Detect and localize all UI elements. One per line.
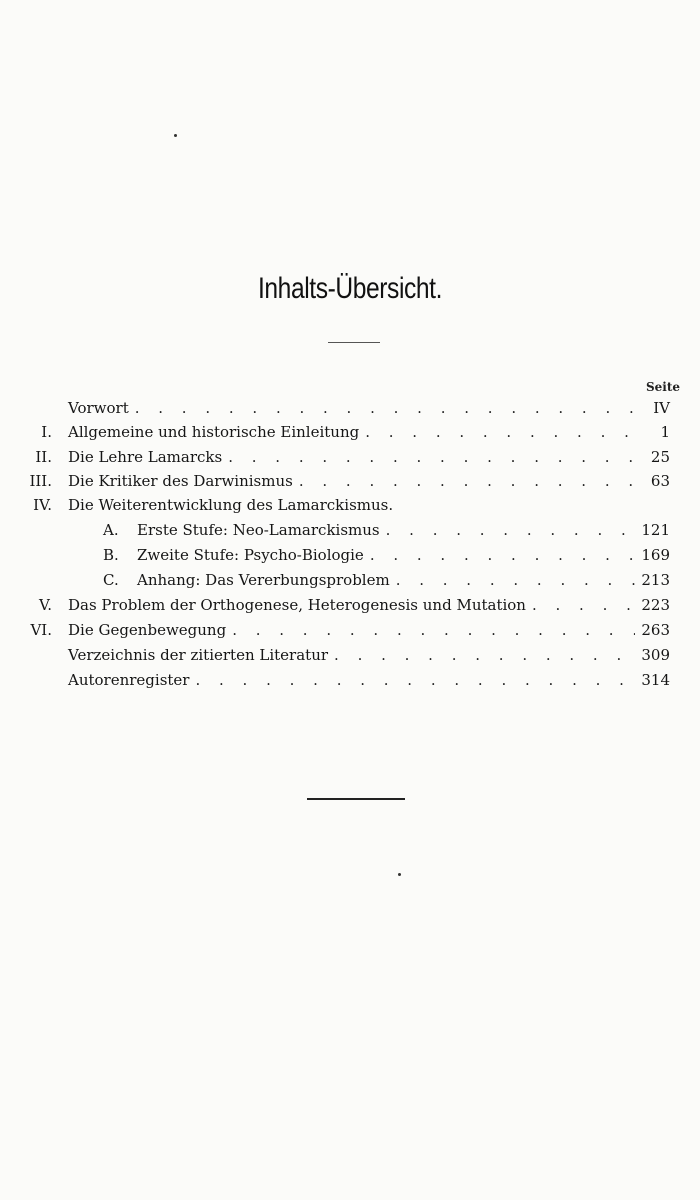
- toc-subentry-letter: B.: [103, 546, 119, 564]
- toc-entry-label: Die Kritiker des Darwinismus: [68, 472, 293, 490]
- toc-subentry-letter: C.: [103, 571, 119, 589]
- toc-entry-page: 263: [641, 621, 670, 639]
- toc-entry: [0, 420, 700, 444]
- dot-leader: [195, 668, 635, 692]
- toc-entry-label: Die Gegenbewegung: [68, 621, 227, 639]
- toc-entry-number: IV.: [33, 496, 52, 514]
- toc-entry-page: 213: [641, 571, 670, 589]
- toc-entry-line: [68, 643, 670, 667]
- toc-entry-label: Vorwort: [68, 399, 129, 417]
- dot-leader: [532, 593, 635, 617]
- toc-entry-label: Verzeichnis der zitierten Literatur: [68, 646, 329, 664]
- toc-entry-page: 309: [641, 646, 670, 664]
- toc-entry-page: 223: [641, 596, 670, 614]
- toc-entry-page: 314: [641, 671, 670, 689]
- toc-entry-line: [68, 593, 670, 617]
- dot-leader: [370, 543, 636, 567]
- page-title: Inhalts-Übersicht.: [257, 272, 443, 305]
- toc-entry: [0, 493, 700, 517]
- toc-entry-line: [68, 445, 670, 469]
- toc-entry: [0, 593, 700, 617]
- toc-entry-line: [103, 543, 670, 567]
- toc-entry: [0, 643, 700, 667]
- toc-entry-label: Autorenregister: [68, 671, 190, 689]
- toc-entry-number: V.: [39, 596, 52, 614]
- toc-entry-line: [68, 396, 670, 420]
- toc-entry-line: [103, 568, 670, 592]
- toc-entry: [0, 445, 700, 469]
- toc-entry-number: III.: [29, 472, 52, 490]
- dot-leader: [299, 469, 636, 493]
- toc-entry-number: II.: [35, 448, 52, 466]
- toc-entry-page: 25: [650, 448, 670, 466]
- toc-entry-label: Zweite Stufe: Psycho-Biologie: [137, 546, 364, 564]
- dot-leader: [135, 396, 636, 420]
- toc-entry-page: 63: [650, 472, 670, 490]
- toc-entry-line: [68, 493, 670, 517]
- toc-subentry: [0, 518, 700, 542]
- toc-entry-label: Die Lehre Lamarcks: [68, 448, 223, 466]
- toc-entry-line: [68, 668, 670, 692]
- toc-entry-number: VI.: [30, 621, 52, 639]
- toc-subentry: [0, 543, 700, 567]
- toc-entry: [0, 396, 700, 420]
- toc-entry-line: [103, 518, 670, 542]
- toc-entry-label: Anhang: Das Vererbungsproblem: [137, 571, 390, 589]
- toc-entry: [0, 618, 700, 642]
- toc-entry: [0, 668, 700, 692]
- toc-entry-page: IV: [653, 399, 670, 417]
- toc-entry-label: Die Weiterentwicklung des Lamarckismus.: [68, 496, 394, 514]
- toc-entry-label: Erste Stufe: Neo-Lamarckismus: [137, 521, 380, 539]
- toc-entry-page: 1: [660, 423, 670, 441]
- dot-leader: [232, 618, 635, 642]
- page-column-header: Seite: [645, 380, 680, 394]
- toc-entry-number: I.: [41, 423, 52, 441]
- toc-entry: [0, 469, 700, 493]
- toc-entry-line: [68, 420, 670, 444]
- toc-subentry-letter: A.: [103, 521, 119, 539]
- dot-leader: [228, 445, 636, 469]
- toc-entry-page: 169: [641, 546, 670, 564]
- dot-leader: [365, 420, 636, 444]
- toc-entry-label: Das Problem der Orthogenese, Heterogenesis und Mutation: [68, 596, 526, 614]
- toc-entry-line: [68, 469, 670, 493]
- dot-leader: [396, 568, 636, 592]
- end-divider: [307, 798, 405, 800]
- ink-speck: [174, 134, 177, 137]
- toc-subentry: [0, 568, 700, 592]
- toc-entry-page: 121: [641, 521, 670, 539]
- ink-speck: [398, 873, 401, 876]
- title-divider: [328, 342, 380, 343]
- toc-entry-line: [68, 618, 670, 642]
- dot-leader: [334, 643, 635, 667]
- toc-entry-label: Allgemeine und historische Einleitung: [68, 423, 360, 441]
- dot-leader: [386, 518, 636, 542]
